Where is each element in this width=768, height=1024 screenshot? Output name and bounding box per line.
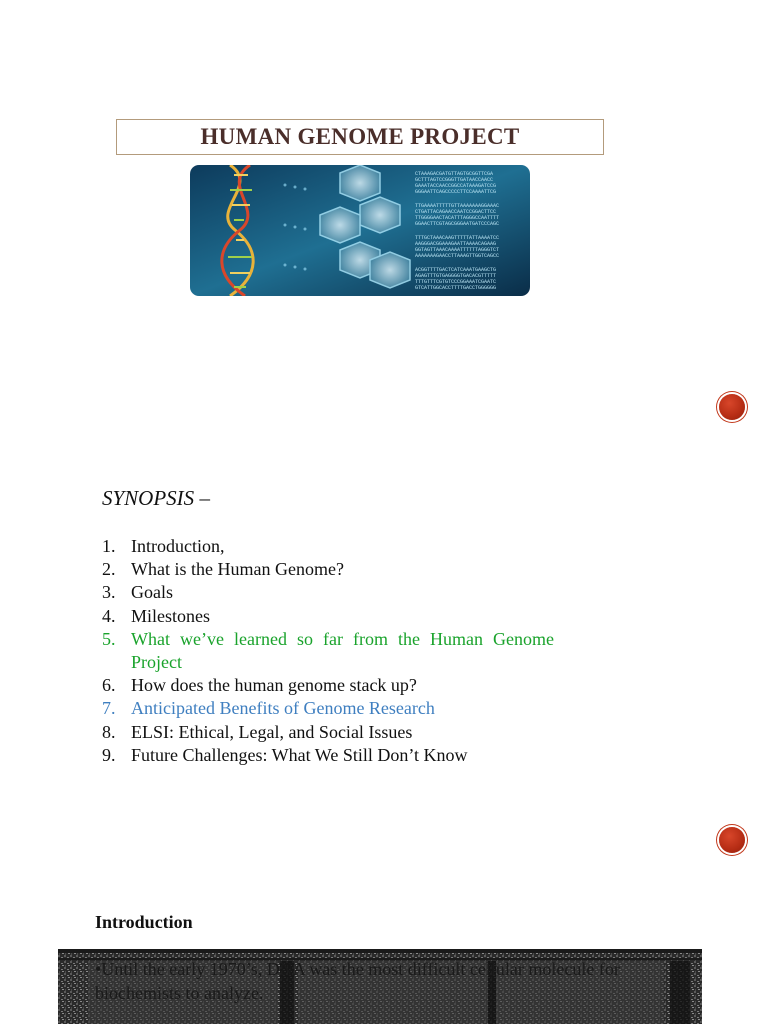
synopsis-list — [102, 535, 554, 767]
svg-text:TTGGGGAACTACATTTAGGGCCAATTTT: TTGGGGAACTACATTTAGGGCCAATTTT — [415, 215, 500, 221]
synopsis-label: SYNOPSIS — [102, 486, 195, 510]
list-text: What is the Human Genome? — [131, 559, 344, 580]
list-number: 1. — [102, 536, 116, 556]
list-text: Introduction, — [131, 536, 225, 556]
list-number: 4. — [102, 605, 116, 626]
list-item — [102, 605, 554, 628]
list-number: 5. — [102, 628, 116, 649]
synopsis-dash: – — [199, 486, 210, 510]
list-text: Milestones — [131, 605, 210, 626]
svg-text:AAGGGACGGAAAGAATTAAAACAGAAG: AAGGGACGGAAAGAATTAAAACAGAAG — [415, 241, 497, 247]
list-item — [102, 721, 554, 744]
svg-text:GGGAATTCAGCCCCCTTCCAAAATTCG: GGGAATTCAGCCCCCTTCCAAAATTCG — [415, 189, 497, 195]
list-text: What we’ve learned so far from the Human Genome Project — [131, 628, 554, 673]
list-text: ELSI: Ethical, Legal, and Social Issues — [131, 721, 413, 742]
synopsis-heading — [102, 486, 210, 511]
title-box — [116, 119, 604, 155]
svg-text:ACGGTTTTGACTCATCAAATGAAGCTG: ACGGTTTTGACTCATCAAATGAAGCTG — [415, 267, 497, 273]
dna-hero-image — [190, 165, 530, 296]
list-text: Anticipated Benefits of Genome Research — [131, 698, 435, 719]
dna-helix-icon — [190, 165, 530, 296]
svg-text:GCTTTAGTCCGGGTTGATAACCAACC: GCTTTAGTCCGGGTTGATAACCAACC — [415, 177, 494, 183]
svg-text:TTTGTTTCGTGTCCCGGAAATCGAATC: TTTGTTTCGTGTCCCGGAAATCGAATC — [415, 279, 497, 285]
list-item — [102, 581, 554, 604]
svg-text:TTTGCTAAACAAGTTTTTATTAAAATCC: TTTGCTAAACAAGTTTTTATTAAAATCC — [415, 235, 500, 241]
list-item — [102, 558, 554, 581]
list-item — [102, 744, 554, 767]
svg-text:AGAGTTTGTGAGGGGTGACACGTTTTT: AGAGTTTGTGAGGGGTGACACGTTTTT — [415, 273, 497, 279]
list-item — [102, 535, 554, 558]
list-item — [102, 674, 554, 697]
list-text: Goals — [131, 582, 173, 603]
svg-text:CTAAAGACGATGTTAGTGCGGTTCGA: CTAAAGACGATGTTAGTGCGGTTCGA — [415, 171, 494, 177]
svg-text:CTGATTACAGAACCAATCCGGACTTCC: CTGATTACAGAACCAATCCGGACTTCC — [415, 209, 497, 215]
svg-text:GGTAGTTAAACAAAATTTTTTAGGGTCT: GGTAGTTAAACAAAATTTTTTAGGGTCT — [415, 247, 500, 253]
list-item — [102, 628, 554, 674]
intro-heading: Introduction — [95, 912, 193, 932]
list-number: 2. — [102, 559, 116, 580]
svg-text:AAAAAAAGAACCTTAAAGTTGGTCAGCC: AAAAAAAGAACCTTAAAGTTGGTCAGCC — [415, 253, 500, 259]
svg-text:GTCATTGGCACCTTTTGACCTGGGGGG: GTCATTGGCACCTTTTGACCTGGGGGG — [415, 285, 497, 291]
list-text: How does the human genome stack up? — [131, 675, 417, 696]
list-number: 3. — [102, 582, 116, 603]
list-item — [102, 697, 554, 720]
list-number: 9. — [102, 744, 116, 765]
slide-bullet-icon — [719, 827, 745, 853]
svg-text:GAAATACCAACCGGCCATAAAGATCCG: GAAATACCAACCGGCCATAAAGATCCG — [415, 183, 497, 189]
list-number: 7. — [102, 698, 116, 719]
list-number: 6. — [102, 675, 116, 696]
svg-text:GGAACTTCGTAGCGGGAATGATCCCAGC: GGAACTTCGTAGCGGGAATGATCCCAGC — [415, 221, 500, 227]
list-number: 8. — [102, 721, 116, 742]
page-title: HUMAN GENOME PROJECT — [200, 124, 520, 149]
svg-text:TTGAAAATTTTTGTTAAAAAAAGGAAAC: TTGAAAATTTTTGTTAAAAAAAGGAAAC — [415, 203, 500, 209]
list-text: Future Challenges: What We Still Don’t Know — [131, 744, 468, 765]
slide-bullet-icon — [719, 394, 745, 420]
intro-paragraph: •Until the early 1970’s, DNA was the most difficult cellular molecule for biochemists to analyze. — [95, 959, 620, 1003]
